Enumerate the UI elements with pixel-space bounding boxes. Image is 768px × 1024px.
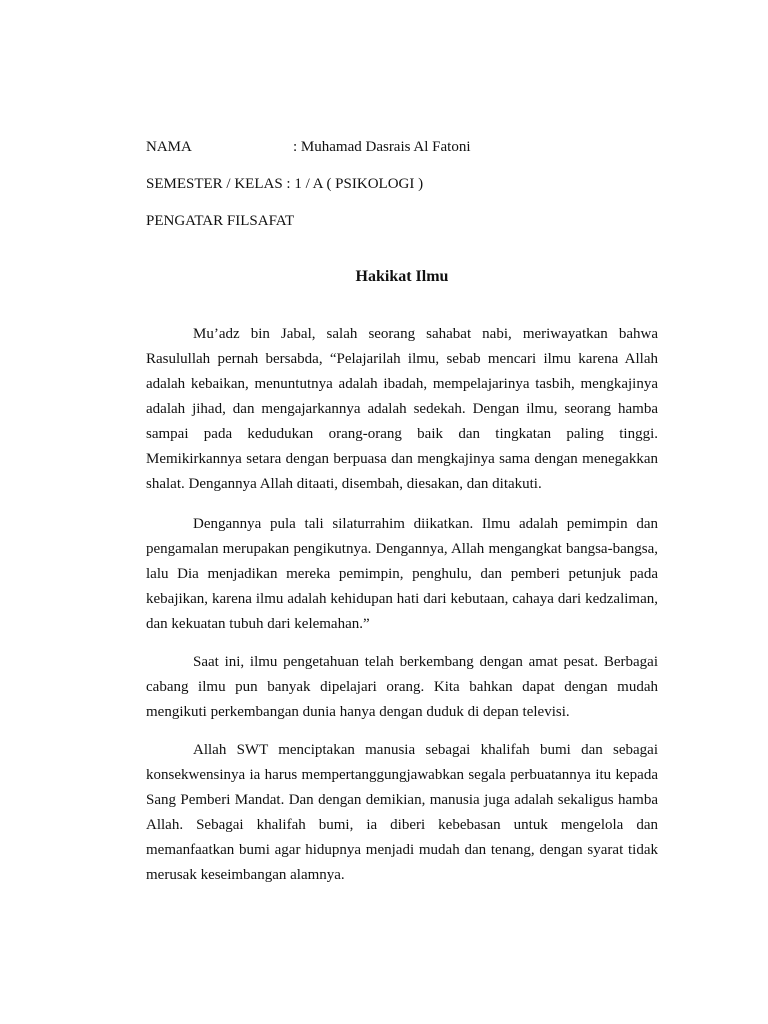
student-name-row <box>146 138 471 156</box>
course-name: PENGATAR FILSAFAT <box>146 213 295 229</box>
essay-title: Hakikat Ilmu <box>355 268 449 285</box>
name-label: NAMA <box>146 139 192 155</box>
body-paragraph: Saat ini, ilmu pengetahuan telah berkembang dengan amat pesat. Berbagai cabang ilmu pun banyak dipelajari orang. Kita bahkan dapat dengan mudah mengikuti perkembangan dunia hanya dengan duduk di depan televisi. <box>146 654 658 720</box>
name-value: : Muhamad Dasrais Al Fatoni <box>293 139 471 155</box>
semester-class-line: SEMESTER / KELAS : 1 / A ( PSIKOLOGI ) <box>146 176 424 192</box>
body-paragraph: Allah SWT menciptakan manusia sebagai khalifah bumi dan sebagai konsekwensinya ia harus mempertanggungjawabkan segala perbuatannya itu kepada Sang Pemberi Mandat. Dan dengan demikian, manusia juga adalah sekaligus hamba Allah. Sebagai khalifah bumi, ia diberi kebebasan untuk mengelola dan memanfaatkan bumi agar hidupnya menjadi mudah dan tenang, dengan syarat tidak merusak keseimbangan alamnya. <box>146 742 658 883</box>
body-paragraph: Dengannya pula tali silaturrahim diikatkan. Ilmu adalah pemimpin dan pengamalan merupakan pengikutnya. Dengannya, Allah mengangkat bangsa-bangsa, lalu Dia menjadikan mereka pemimpin, penghulu, dan pemberi petunjuk pada kebajikan, karena ilmu adalah kehidupan hati dari kebutaan, cahaya dari kedzaliman, dan kekuatan tubuh dari kelemahan.” <box>146 516 658 632</box>
body-paragraph: Mu’adz bin Jabal, salah seorang sahabat nabi, meriwayatkan bahwa Rasulullah pernah bersabda, “Pelajarilah ilmu, sebab mencari ilmu karena Allah adalah kebaikan, menuntutnya adalah ibadah, mempelajarinya tasbih, mengkajinya adalah jihad, dan mengajarkannya adalah sedekah. Dengan ilmu, seorang hamba sampai pada kedudukan orang-orang baik dan tingkatan paling tinggi. Memikirkannya setara dengan berpuasa dan mengkajinya sama dengan menegakkan shalat. Dengannya Allah ditaati, disembah, diesakan, dan ditakuti. <box>146 326 658 492</box>
